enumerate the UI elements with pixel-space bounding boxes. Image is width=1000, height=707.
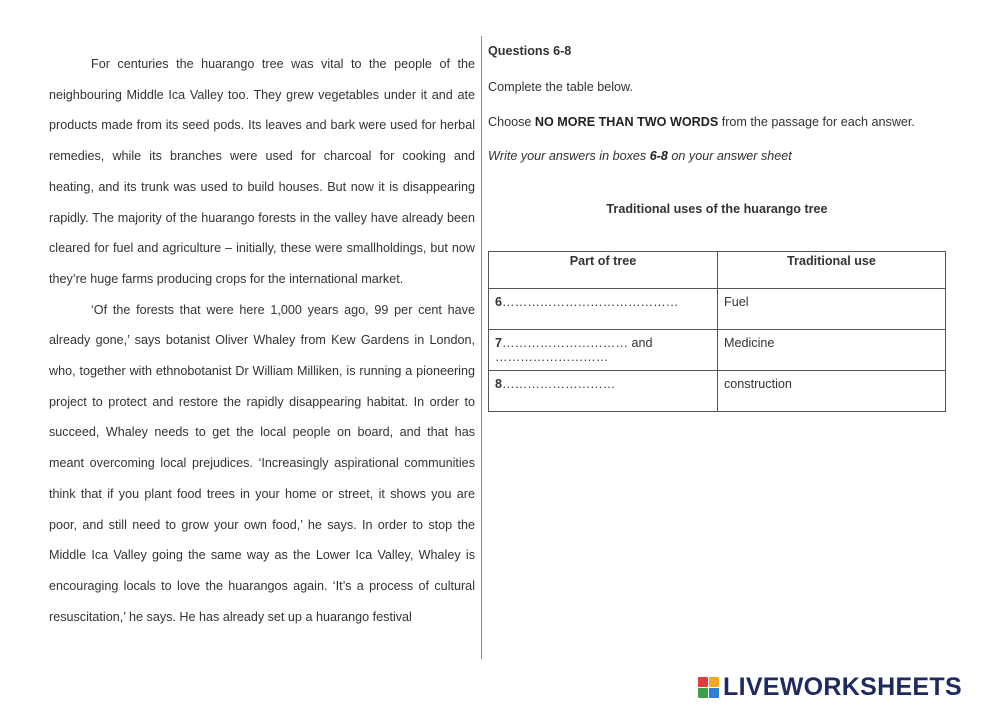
instruction-answer-boxes-post: on your answer sheet bbox=[667, 149, 792, 163]
use-cell: Medicine bbox=[718, 330, 946, 371]
column-divider bbox=[481, 36, 482, 659]
passage-paragraph-2: ‘Of the forests that were here 1,000 years ago, 99 per cent have already gone,’ says botanist Oliver Whaley from Kew Gardens in London, who, together with ethnobotanist Dr William Milliken, is running a pioneering project to protect and restore the rapidly disappearing habitat. In order to succeed, Whaley needs to get the local people on board, and that has meant overcoming local prejudices. ‘Increasingly aspirational communities think that if you plant food trees in your home or street, it shows you are poor, and still need to grow your own food,’ he says. In order to stop the Middle Ica Valley going the same way as the Lower Ica Valley, Whaley is encouraging locals to love the huarangos again. ‘It’s a process of cultural resuscitation,’ he says. He has already set up a huarango festival bbox=[49, 302, 475, 624]
logo-text: LIVEWORKSHEETS bbox=[723, 672, 962, 701]
passage-paragraph-1: For centuries the huarango tree was vital to the people of the neighbouring Middle Ica Valley too. They grew vegetables under it and ate products made from its seed pods. Its leaves and bark were used for herbal remedies, while its branches were used for charcoal for cooking and heating, and its trunk was used to build houses. But now it is disappearing rapidly. The majority of the huarango forests in the valley have already been cleared for fuel and agriculture – initially, these were smallholdings, but now they’re huge farms producing crops for the international market. bbox=[49, 57, 475, 286]
logo-block bbox=[698, 688, 708, 698]
header-traditional-use: Traditional use bbox=[718, 252, 946, 289]
instruction-word-limit-post: from the passage for each answer. bbox=[718, 115, 915, 129]
question-number: 6 bbox=[495, 295, 503, 309]
question-number: 7 bbox=[495, 336, 503, 350]
table-title: Traditional uses of the huarango tree bbox=[606, 202, 828, 216]
instruction-word-limit bbox=[488, 115, 915, 129]
use-cell: Fuel bbox=[718, 289, 946, 330]
reading-passage bbox=[49, 49, 475, 632]
answer-blank[interactable]: ……………………… bbox=[502, 377, 616, 391]
question-number: 8 bbox=[495, 377, 503, 391]
header-part-of-tree: Part of tree bbox=[489, 252, 718, 289]
instruction-answer-boxes bbox=[488, 149, 792, 163]
table-header-row bbox=[489, 252, 946, 289]
questions-title: Questions 6-8 bbox=[488, 44, 572, 58]
table-row bbox=[489, 330, 946, 371]
use-cell: construction bbox=[718, 371, 946, 412]
table-row bbox=[489, 371, 946, 412]
logo-block bbox=[698, 677, 708, 687]
instruction-complete-table: Complete the table below. bbox=[488, 80, 633, 94]
logo-block bbox=[709, 688, 719, 698]
logo-block bbox=[709, 677, 719, 687]
answer-blank[interactable]: …………………………………… bbox=[502, 295, 679, 309]
instruction-answer-boxes-bold: 6-8 bbox=[649, 149, 668, 163]
answer-cell-8[interactable] bbox=[489, 371, 718, 412]
answer-cell-6[interactable] bbox=[489, 289, 718, 330]
instruction-word-limit-pre: Choose bbox=[488, 115, 535, 129]
uses-table bbox=[488, 251, 946, 412]
instruction-answer-boxes-pre: Write your answers in boxes bbox=[488, 149, 650, 163]
liveworksheets-logo bbox=[698, 672, 962, 702]
answer-blank[interactable]: ………………………… and ……………………… bbox=[495, 336, 653, 364]
logo-blocks-icon bbox=[698, 677, 719, 698]
answer-cell-7[interactable] bbox=[489, 330, 718, 371]
table-row bbox=[489, 289, 946, 330]
instruction-word-limit-bold: NO MORE THAN TWO WORDS bbox=[534, 115, 719, 129]
